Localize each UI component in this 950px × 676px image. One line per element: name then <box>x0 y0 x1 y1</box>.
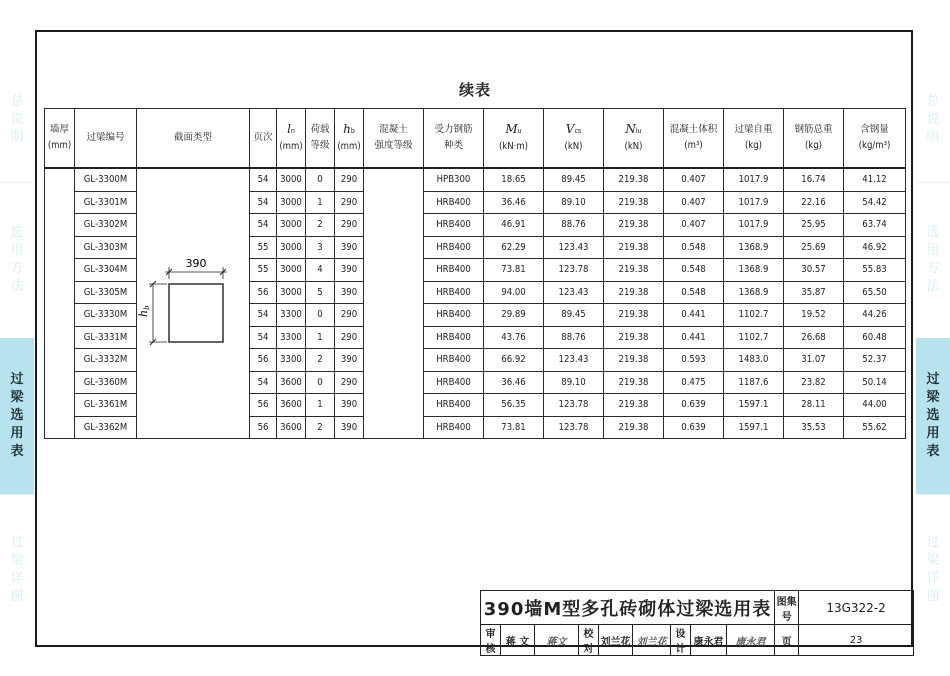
header-ln: ln (mm) <box>277 109 306 169</box>
vcs-cell: 89.10 <box>544 371 604 394</box>
hb-cell: 390 <box>335 349 364 372</box>
page-cell: 55 <box>250 236 277 259</box>
load-grade-cell: 1 <box>306 394 335 417</box>
concrete-volume-cell: 0.639 <box>664 416 724 439</box>
page-cell: 56 <box>250 281 277 304</box>
header-concrete-grade: 混凝土 强度等级 <box>364 109 424 169</box>
vcs-cell: 123.43 <box>544 281 604 304</box>
steel-total-cell: 22.16 <box>784 191 844 214</box>
concrete-volume-cell: 0.407 <box>664 191 724 214</box>
beam-number-cell: GL-3303M <box>75 236 137 259</box>
header-self-weight: 过梁自重 (kg) <box>724 109 784 169</box>
hb-cell: 390 <box>335 281 364 304</box>
steel-total-cell: 23.82 <box>784 371 844 394</box>
load-grade-cell: 2 <box>306 349 335 372</box>
load-grade-cell: 5 <box>306 281 335 304</box>
hb-cell: 390 <box>335 259 364 282</box>
steel-total-cell: 16.74 <box>784 168 844 191</box>
ln-cell: 3300 <box>277 304 306 327</box>
beam-number-cell: GL-3300M <box>75 168 137 191</box>
hb-cell: 390 <box>335 236 364 259</box>
mu-cell: 94.00 <box>484 281 544 304</box>
beam-number-cell: GL-3330M <box>75 304 137 327</box>
self-weight-cell: 1597.1 <box>724 394 784 417</box>
header-concrete-volume: 混凝土体积 (m³) <box>664 109 724 169</box>
vcs-cell: 89.10 <box>544 191 604 214</box>
nlu-cell: 219.38 <box>604 191 664 214</box>
concrete-volume-cell: 0.548 <box>664 281 724 304</box>
header-load-grade: 荷载 等级 <box>306 109 335 169</box>
load-grade-cell: 0 <box>306 168 335 191</box>
steel-ratio-cell: 52.37 <box>844 349 906 372</box>
page-number: 23 <box>799 625 914 656</box>
mu-cell: 29.89 <box>484 304 544 327</box>
page-label: 页 <box>775 625 799 656</box>
mu-cell: 43.76 <box>484 326 544 349</box>
concrete-volume-cell: 0.441 <box>664 304 724 327</box>
section-diagram <box>137 249 250 359</box>
concrete-volume-cell: 0.475 <box>664 371 724 394</box>
mu-cell: 36.46 <box>484 371 544 394</box>
steel-ratio-cell: 41.12 <box>844 168 906 191</box>
load-grade-cell: 1 <box>306 326 335 349</box>
side-tab-label: 总 说 明 <box>926 94 940 145</box>
page-cell: 56 <box>250 349 277 372</box>
atlas-label: 图集号 <box>775 591 799 625</box>
self-weight-cell: 1102.7 <box>724 304 784 327</box>
mu-cell: 36.46 <box>484 191 544 214</box>
nlu-cell: 219.38 <box>604 394 664 417</box>
load-grade-cell: 3 <box>306 236 335 259</box>
nlu-cell: 219.38 <box>604 259 664 282</box>
nlu-cell: 219.38 <box>604 168 664 191</box>
hb-cell: 290 <box>335 191 364 214</box>
side-tab-label: 总 说 明 <box>10 94 24 145</box>
ln-cell: 3000 <box>277 214 306 237</box>
hb-cell: 290 <box>335 304 364 327</box>
reviewer-name: 蒋 文 <box>501 625 535 656</box>
load-grade-cell: 2 <box>306 416 335 439</box>
review-label: 审核 <box>481 625 501 656</box>
steel-total-cell: 19.52 <box>784 304 844 327</box>
vcs-cell: 123.43 <box>544 349 604 372</box>
page-cell: 56 <box>250 416 277 439</box>
ln-cell: 3600 <box>277 394 306 417</box>
page-cell: 54 <box>250 371 277 394</box>
section-height-label: hb <box>137 304 151 317</box>
mu-cell: 56.35 <box>484 394 544 417</box>
concrete-volume-cell: 0.639 <box>664 394 724 417</box>
rebar-type-cell: HRB400 <box>424 394 484 417</box>
load-grade-cell: 0 <box>306 304 335 327</box>
page-cell: 54 <box>250 191 277 214</box>
designer-signature: 康永君 <box>727 625 775 656</box>
table-header-row <box>45 109 906 169</box>
design-label: 设计 <box>671 625 691 656</box>
mu-cell: 46.91 <box>484 214 544 237</box>
ln-cell: 3300 <box>277 326 306 349</box>
ln-cell: 3000 <box>277 236 306 259</box>
table-row <box>45 168 906 191</box>
steel-ratio-cell: 44.26 <box>844 304 906 327</box>
hb-cell: 290 <box>335 214 364 237</box>
beam-number-cell: GL-3360M <box>75 371 137 394</box>
side-tab-method[interactable] <box>0 200 34 320</box>
ln-cell: 3000 <box>277 259 306 282</box>
load-grade-cell: 4 <box>306 259 335 282</box>
self-weight-cell: 1187.6 <box>724 371 784 394</box>
side-tab-selection-active[interactable] <box>0 338 34 494</box>
vcs-cell: 123.78 <box>544 416 604 439</box>
rebar-type-cell: HRB400 <box>424 349 484 372</box>
designer-name: 康永君 <box>691 625 727 656</box>
beam-number-cell: GL-3304M <box>75 259 137 282</box>
nlu-cell: 219.38 <box>604 371 664 394</box>
rebar-type-cell: HRB400 <box>424 281 484 304</box>
concrete-volume-cell: 0.593 <box>664 349 724 372</box>
section-diagram-cell <box>137 168 250 439</box>
steel-total-cell: 31.07 <box>784 349 844 372</box>
rebar-type-cell: HRB400 <box>424 214 484 237</box>
beam-number-cell: GL-3362M <box>75 416 137 439</box>
vcs-cell: 123.78 <box>544 394 604 417</box>
steel-total-cell: 25.95 <box>784 214 844 237</box>
steel-total-cell: 30.57 <box>784 259 844 282</box>
steel-total-cell: 35.87 <box>784 281 844 304</box>
page-cell: 54 <box>250 326 277 349</box>
checker-signature: 刘兰花 <box>633 625 671 656</box>
section-width-label: 390 <box>185 256 207 270</box>
concrete-grade-cell <box>364 168 424 439</box>
vcs-cell: 89.45 <box>544 168 604 191</box>
page-cell: 54 <box>250 168 277 191</box>
steel-ratio-cell: 44.00 <box>844 394 906 417</box>
page-cell: 56 <box>250 394 277 417</box>
side-tab-label: 选 用 方 法 <box>10 225 24 294</box>
self-weight-cell: 1368.9 <box>724 259 784 282</box>
rebar-type-cell: HRB400 <box>424 416 484 439</box>
header-section-type: 截面类型 <box>137 109 250 169</box>
side-tab-method-right[interactable] <box>916 200 950 320</box>
drawing-title: 390墙M型多孔砖砌体过梁选用表 <box>481 591 775 625</box>
hb-cell: 290 <box>335 371 364 394</box>
rebar-type-cell: HRB400 <box>424 191 484 214</box>
header-vcs: Vcs (kN) <box>544 109 604 169</box>
concrete-volume-cell: 0.441 <box>664 326 724 349</box>
self-weight-cell: 1017.9 <box>724 168 784 191</box>
header-wall-thickness: 墙厚 (mm) <box>45 109 75 169</box>
rebar-type-cell: HRB400 <box>424 236 484 259</box>
page-cell: 54 <box>250 304 277 327</box>
steel-total-cell: 26.68 <box>784 326 844 349</box>
self-weight-cell: 1017.9 <box>724 214 784 237</box>
page-title: 续表 <box>458 81 491 99</box>
steel-ratio-cell: 65.50 <box>844 281 906 304</box>
self-weight-cell: 1368.9 <box>724 236 784 259</box>
self-weight-cell: 1102.7 <box>724 326 784 349</box>
side-tab-label: 过 梁 详 图 <box>10 535 24 604</box>
nlu-cell: 219.38 <box>604 349 664 372</box>
page-cell: 54 <box>250 214 277 237</box>
header-beam-number: 过梁编号 <box>75 109 137 169</box>
ln-cell: 3600 <box>277 416 306 439</box>
side-tab-label: 选 用 方 法 <box>926 225 940 294</box>
mu-cell: 18.65 <box>484 168 544 191</box>
side-tab-selection-active-right[interactable] <box>916 338 950 494</box>
beam-number-cell: GL-3332M <box>75 349 137 372</box>
checker-name: 刘兰花 <box>599 625 633 656</box>
steel-total-cell: 28.11 <box>784 394 844 417</box>
header-rebar-type: 受力钢筋 种类 <box>424 109 484 169</box>
hb-cell: 290 <box>335 326 364 349</box>
lintel-selection-table <box>44 108 906 439</box>
ln-cell: 3000 <box>277 191 306 214</box>
title-block <box>480 590 914 656</box>
vcs-cell: 88.76 <box>544 326 604 349</box>
hb-cell: 290 <box>335 168 364 191</box>
beam-number-cell: GL-3305M <box>75 281 137 304</box>
side-tab-details[interactable] <box>0 515 34 625</box>
ln-cell: 3300 <box>277 349 306 372</box>
nlu-cell: 219.38 <box>604 214 664 237</box>
steel-ratio-cell: 55.83 <box>844 259 906 282</box>
ln-cell: 3000 <box>277 281 306 304</box>
ln-cell: 3000 <box>277 168 306 191</box>
mu-cell: 62.29 <box>484 236 544 259</box>
side-tab-label: 过 梁 详 图 <box>926 535 940 604</box>
header-hb: hb (mm) <box>335 109 364 169</box>
hb-cell: 390 <box>335 416 364 439</box>
header-mu: Mu (kN·m) <box>484 109 544 169</box>
nlu-cell: 219.38 <box>604 281 664 304</box>
steel-ratio-cell: 60.48 <box>844 326 906 349</box>
header-page: 页次 <box>250 109 277 169</box>
page-cell: 55 <box>250 259 277 282</box>
reviewer-signature: 蒋文 <box>535 625 579 656</box>
rebar-type-cell: HRB400 <box>424 304 484 327</box>
steel-ratio-cell: 54.42 <box>844 191 906 214</box>
side-tab-label: 过 梁 选 用 表 <box>926 372 940 459</box>
self-weight-cell: 1017.9 <box>724 191 784 214</box>
header-steel-total: 钢筋总重 (kg) <box>784 109 844 169</box>
nlu-cell: 219.38 <box>604 326 664 349</box>
self-weight-cell: 1483.0 <box>724 349 784 372</box>
steel-ratio-cell: 50.14 <box>844 371 906 394</box>
rebar-type-cell: HRB400 <box>424 371 484 394</box>
nlu-cell: 219.38 <box>604 416 664 439</box>
beam-number-cell: GL-3361M <box>75 394 137 417</box>
load-grade-cell: 0 <box>306 371 335 394</box>
hb-cell: 390 <box>335 394 364 417</box>
rebar-type-cell: HRB400 <box>424 326 484 349</box>
rebar-type-cell: HRB400 <box>424 259 484 282</box>
mu-cell: 73.81 <box>484 416 544 439</box>
side-tab-label: 过 梁 选 用 表 <box>10 372 24 459</box>
beam-number-cell: GL-3301M <box>75 191 137 214</box>
header-nlu: Nlu (kN) <box>604 109 664 169</box>
mu-cell: 66.92 <box>484 349 544 372</box>
ln-cell: 3600 <box>277 371 306 394</box>
load-grade-cell: 1 <box>306 191 335 214</box>
mu-cell: 73.81 <box>484 259 544 282</box>
concrete-volume-cell: 0.548 <box>664 236 724 259</box>
beam-number-cell: GL-3331M <box>75 326 137 349</box>
header-steel-ratio: 含钢量 (kg/m³) <box>844 109 906 169</box>
steel-total-cell: 25.69 <box>784 236 844 259</box>
steel-ratio-cell: 55.62 <box>844 416 906 439</box>
side-tab-details-right[interactable] <box>916 515 950 625</box>
nlu-cell: 219.38 <box>604 236 664 259</box>
steel-ratio-cell: 46.92 <box>844 236 906 259</box>
self-weight-cell: 1597.1 <box>724 416 784 439</box>
concrete-volume-cell: 0.407 <box>664 214 724 237</box>
nlu-cell: 219.38 <box>604 304 664 327</box>
rebar-type-cell: HPB300 <box>424 168 484 191</box>
atlas-number: 13G322-2 <box>799 591 914 625</box>
concrete-volume-cell: 0.548 <box>664 259 724 282</box>
self-weight-cell: 1368.9 <box>724 281 784 304</box>
steel-total-cell: 35.53 <box>784 416 844 439</box>
vcs-cell: 123.78 <box>544 259 604 282</box>
vcs-cell: 123.43 <box>544 236 604 259</box>
vcs-cell: 89.45 <box>544 304 604 327</box>
beam-number-cell: GL-3302M <box>75 214 137 237</box>
wall-thickness-cell <box>45 168 75 439</box>
load-grade-cell: 2 <box>306 214 335 237</box>
steel-ratio-cell: 63.74 <box>844 214 906 237</box>
concrete-volume-cell: 0.407 <box>664 168 724 191</box>
check-label: 校对 <box>579 625 599 656</box>
vcs-cell: 88.76 <box>544 214 604 237</box>
